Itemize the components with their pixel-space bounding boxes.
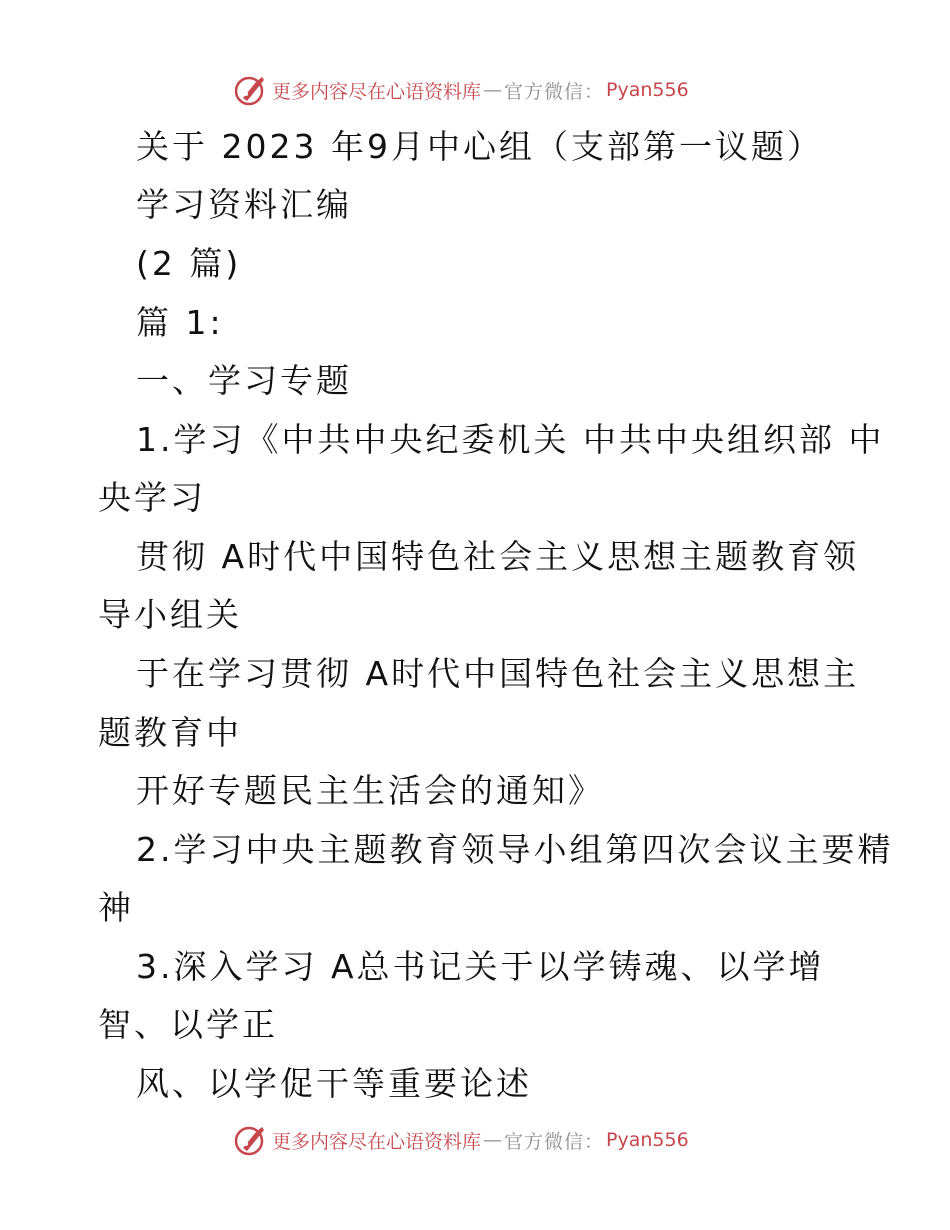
watermark-official-label: 官方微信： [504, 80, 605, 103]
watermark-official-label: 官方微信： [504, 1130, 605, 1153]
doc-item-1-line-2: 央学习 [98, 478, 206, 517]
watermark-text: 更多内容尽在心语资料库 [272, 80, 482, 103]
pen-logo-icon [234, 1124, 266, 1156]
doc-item-2-line-1: 2.学习中央主题教育领导小组第四次会议主要精 [136, 830, 894, 869]
doc-item-2-line-2: 神 [98, 888, 134, 927]
watermark-dash: — [483, 1129, 503, 1151]
header-watermark [234, 73, 689, 107]
doc-item-1-line-4: 导小组关 [98, 595, 242, 634]
watermark-wechat-id: Pyan556 [606, 1129, 689, 1151]
doc-title-line-2: 学习资料汇编 [136, 185, 352, 224]
pen-logo-icon [234, 74, 266, 106]
doc-item-3-line-1: 3.深入学习 A总书记关于以学铸魂、以学增 [136, 947, 825, 986]
doc-section-heading: 一、学习专题 [136, 361, 352, 400]
doc-article-count: (2 篇) [136, 244, 242, 283]
doc-article-heading: 篇 1: [136, 303, 224, 342]
doc-item-3-line-3: 风、以学促干等重要论述 [136, 1064, 532, 1103]
doc-item-1-line-6: 题教育中 [98, 713, 242, 752]
doc-item-3-line-2: 智、以学正 [98, 1005, 278, 1044]
watermark-text: 更多内容尽在心语资料库 [272, 1130, 482, 1153]
doc-item-1-line-3: 贯彻 A时代中国特色社会主义思想主题教育领 [136, 537, 860, 576]
doc-item-1-line-1: 1.学习《中共中央纪委机关 中共中央组织部 中 [136, 420, 885, 459]
watermark-dash: — [483, 79, 503, 101]
footer-watermark [234, 1123, 689, 1157]
doc-item-1-line-5: 于在学习贯彻 A时代中国特色社会主义思想主 [136, 654, 860, 693]
watermark-wechat-id: Pyan556 [606, 79, 689, 101]
doc-item-1-line-7: 开好专题民主生活会的通知》 [136, 771, 604, 810]
doc-title-line-1: 关于 2023 年9月中心组（支部第一议题） [136, 127, 823, 166]
